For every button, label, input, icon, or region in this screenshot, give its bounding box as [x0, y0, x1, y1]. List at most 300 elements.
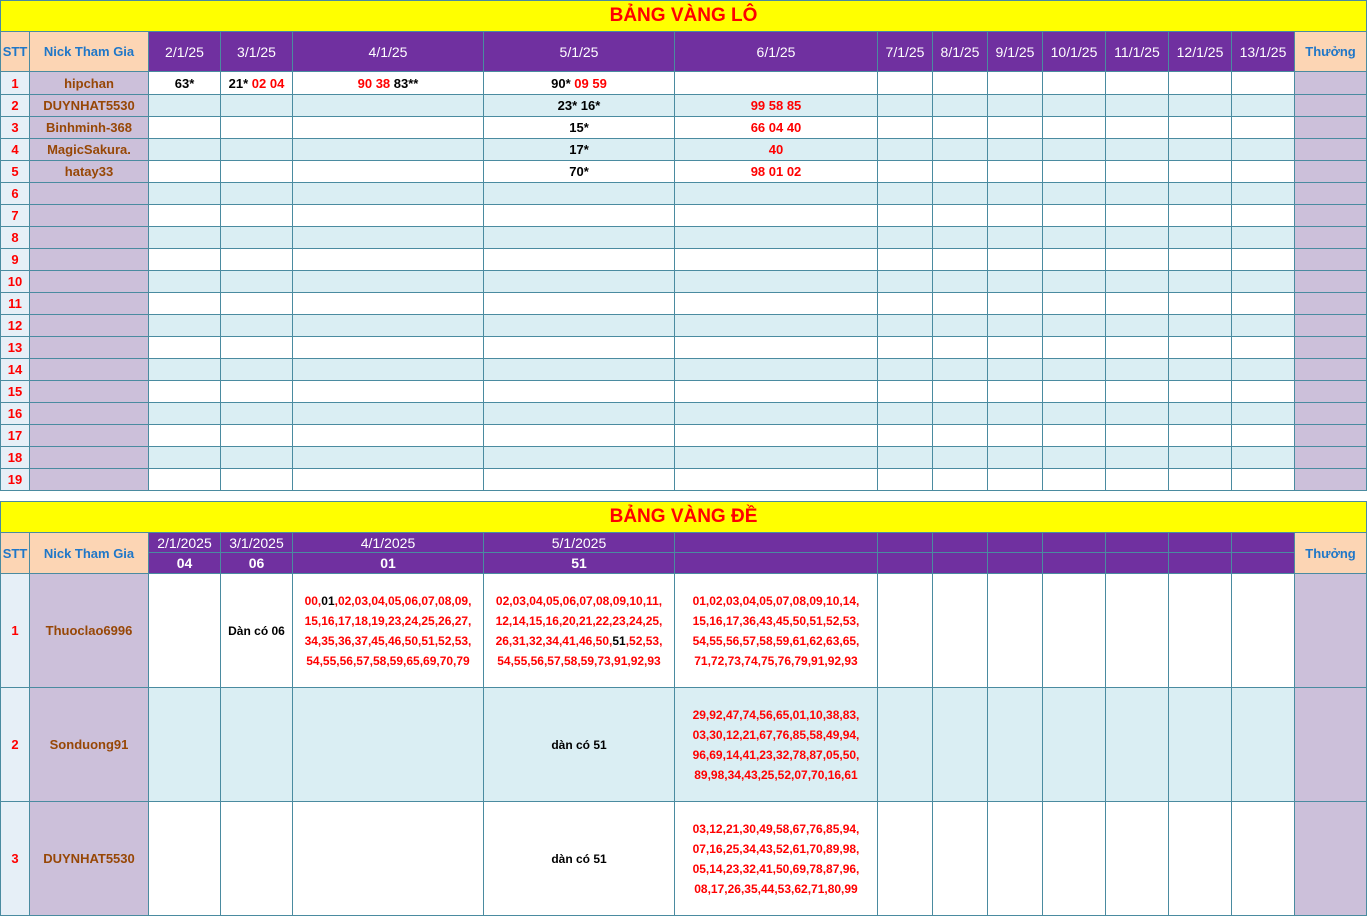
score-cell[interactable] [484, 117, 675, 139]
score-cell[interactable] [484, 359, 675, 381]
number-line [675, 745, 877, 765]
score-cell[interactable] [1043, 72, 1106, 95]
score-cell[interactable] [293, 205, 484, 227]
score-cell[interactable] [221, 161, 293, 183]
score-cell[interactable] [1106, 425, 1169, 447]
score-cell[interactable] [675, 447, 878, 469]
score-cell[interactable] [1232, 381, 1295, 403]
de-cell[interactable] [933, 688, 988, 802]
cell-text: 26,31,32,34,41,46,50, [495, 633, 613, 648]
number-line [484, 611, 674, 631]
score-cell[interactable] [1043, 227, 1106, 249]
score-cell[interactable] [293, 271, 484, 293]
score-cell[interactable] [221, 425, 293, 447]
score-cell[interactable] [878, 315, 933, 337]
score-cell[interactable] [293, 447, 484, 469]
de-cell[interactable] [878, 574, 933, 688]
table-row [1, 72, 1367, 95]
score-cell[interactable] [988, 469, 1043, 491]
de-cell[interactable] [149, 574, 221, 688]
lo-title: BẢNG VÀNG LÔ [1, 1, 1367, 32]
score-cell[interactable] [1232, 447, 1295, 469]
score-cell[interactable] [484, 381, 675, 403]
score-cell[interactable] [1232, 227, 1295, 249]
score-cell[interactable] [1043, 117, 1106, 139]
score-cell[interactable] [1232, 337, 1295, 359]
row-number: 18 [1, 447, 30, 469]
score-cell[interactable] [149, 381, 221, 403]
score-cell[interactable] [1169, 117, 1232, 139]
score-cell[interactable] [221, 271, 293, 293]
score-cell[interactable] [221, 293, 293, 315]
score-cell[interactable] [878, 469, 933, 491]
score-cell[interactable] [878, 72, 933, 95]
score-cell[interactable] [293, 72, 484, 95]
score-cell[interactable] [221, 139, 293, 161]
table-row [1, 802, 1367, 916]
score-cell[interactable] [675, 425, 878, 447]
score-cell[interactable] [484, 72, 675, 95]
table-row [1, 249, 1367, 271]
score-cell[interactable] [933, 227, 988, 249]
score-cell[interactable] [1169, 381, 1232, 403]
score-cell[interactable] [1106, 161, 1169, 183]
score-cell[interactable] [1043, 359, 1106, 381]
score-cell[interactable] [149, 249, 221, 271]
score-cell[interactable] [221, 95, 293, 117]
score-cell[interactable] [221, 447, 293, 469]
de-cell[interactable] [1232, 574, 1295, 688]
score-cell[interactable] [1169, 271, 1232, 293]
score-cell[interactable] [988, 337, 1043, 359]
de-cell[interactable] [1169, 688, 1232, 802]
score-cell[interactable] [1106, 271, 1169, 293]
score-cell[interactable] [293, 469, 484, 491]
table-row [1, 337, 1367, 359]
de-cell[interactable] [988, 688, 1043, 802]
score-cell[interactable] [221, 381, 293, 403]
cell-text: 29,92,47,74,56,65,01,10,38,83, [692, 707, 860, 722]
score-cell[interactable] [149, 271, 221, 293]
de-cell[interactable] [1043, 802, 1106, 916]
score-cell[interactable] [878, 249, 933, 271]
score-cell[interactable] [221, 205, 293, 227]
score-cell[interactable] [221, 183, 293, 205]
score-cell[interactable] [484, 249, 675, 271]
score-cell[interactable] [933, 249, 988, 271]
score-cell[interactable] [1106, 381, 1169, 403]
score-cell[interactable] [675, 95, 878, 117]
de-cell[interactable] [988, 802, 1043, 916]
score-cell[interactable] [988, 183, 1043, 205]
thuong-header: Thưởng [1295, 533, 1367, 574]
score-cell[interactable] [988, 359, 1043, 381]
score-cell[interactable] [1169, 227, 1232, 249]
score-cell[interactable] [1169, 403, 1232, 425]
score-cell[interactable] [221, 72, 293, 95]
score-cell[interactable] [1043, 293, 1106, 315]
score-cell[interactable] [1106, 183, 1169, 205]
score-cell[interactable] [1106, 293, 1169, 315]
score-cell[interactable] [149, 117, 221, 139]
score-cell[interactable] [484, 425, 675, 447]
score-cell[interactable] [933, 381, 988, 403]
score-cell[interactable] [149, 293, 221, 315]
de-cell[interactable] [1169, 574, 1232, 688]
score-cell[interactable] [1232, 359, 1295, 381]
de-cell[interactable] [933, 802, 988, 916]
score-cell[interactable] [1232, 72, 1295, 95]
score-cell[interactable] [1043, 271, 1106, 293]
score-cell[interactable] [933, 161, 988, 183]
score-cell[interactable] [675, 139, 878, 161]
score-cell[interactable] [1232, 469, 1295, 491]
score-cell[interactable] [1043, 447, 1106, 469]
score-cell[interactable] [878, 293, 933, 315]
score-cell[interactable] [149, 315, 221, 337]
de-cell[interactable] [1106, 802, 1169, 916]
score-cell[interactable] [1169, 95, 1232, 117]
score-cell[interactable] [1232, 95, 1295, 117]
de-cell[interactable] [878, 688, 933, 802]
score-cell[interactable] [484, 337, 675, 359]
thuong-cell [1295, 381, 1367, 403]
cell-text: dàn có 51 [551, 737, 607, 752]
score-cell[interactable] [221, 469, 293, 491]
score-cell[interactable] [1169, 359, 1232, 381]
de-cell[interactable] [221, 574, 293, 688]
score-cell[interactable] [1169, 447, 1232, 469]
score-cell[interactable] [484, 161, 675, 183]
score-cell[interactable] [221, 403, 293, 425]
de-cell[interactable] [149, 802, 221, 916]
score-cell[interactable] [1232, 425, 1295, 447]
nick-cell: hatay33 [30, 161, 149, 183]
score-cell[interactable] [221, 359, 293, 381]
de-cell[interactable] [484, 688, 675, 802]
de-cell[interactable] [675, 688, 878, 802]
score-cell[interactable] [1106, 72, 1169, 95]
score-cell[interactable] [484, 447, 675, 469]
cell-text: 15* [569, 120, 589, 135]
score-cell[interactable] [149, 425, 221, 447]
score-cell[interactable] [675, 271, 878, 293]
score-cell[interactable] [675, 117, 878, 139]
score-cell[interactable] [484, 271, 675, 293]
de-cell[interactable] [675, 574, 878, 688]
de-cell[interactable] [1169, 802, 1232, 916]
score-cell[interactable] [1043, 161, 1106, 183]
score-cell[interactable] [878, 447, 933, 469]
score-cell[interactable] [675, 403, 878, 425]
score-cell[interactable] [484, 205, 675, 227]
score-cell[interactable] [878, 359, 933, 381]
score-cell[interactable] [1106, 469, 1169, 491]
row-number: 2 [1, 95, 30, 117]
score-cell[interactable] [933, 293, 988, 315]
score-cell[interactable] [484, 227, 675, 249]
de-cell[interactable] [933, 574, 988, 688]
score-cell[interactable] [1232, 139, 1295, 161]
thuong-cell [1295, 315, 1367, 337]
score-cell[interactable] [1232, 293, 1295, 315]
thuong-cell [1295, 425, 1367, 447]
score-cell[interactable] [878, 95, 933, 117]
score-cell[interactable] [675, 183, 878, 205]
score-cell[interactable] [878, 271, 933, 293]
score-cell[interactable] [878, 227, 933, 249]
score-cell[interactable] [1106, 117, 1169, 139]
score-cell[interactable] [1169, 425, 1232, 447]
de-cell[interactable] [878, 802, 933, 916]
score-cell[interactable] [149, 72, 221, 95]
score-cell[interactable] [1106, 447, 1169, 469]
score-cell[interactable] [1106, 315, 1169, 337]
score-cell[interactable] [293, 315, 484, 337]
score-cell[interactable] [933, 447, 988, 469]
score-cell[interactable] [1106, 95, 1169, 117]
de-cell[interactable] [293, 574, 484, 688]
score-cell[interactable] [675, 161, 878, 183]
score-cell[interactable] [988, 249, 1043, 271]
score-cell[interactable] [878, 161, 933, 183]
de-cell[interactable] [988, 574, 1043, 688]
de-cell[interactable] [149, 688, 221, 802]
score-cell[interactable] [878, 117, 933, 139]
score-cell[interactable] [293, 425, 484, 447]
score-cell[interactable] [1043, 469, 1106, 491]
score-cell[interactable] [1043, 205, 1106, 227]
score-cell[interactable] [221, 249, 293, 271]
score-cell[interactable] [933, 425, 988, 447]
score-cell[interactable] [1043, 337, 1106, 359]
score-cell[interactable] [1106, 139, 1169, 161]
nick-cell: Binhminh-368 [30, 117, 149, 139]
score-cell[interactable] [988, 447, 1043, 469]
date-header [1169, 533, 1232, 553]
score-cell[interactable] [988, 139, 1043, 161]
score-cell[interactable] [1169, 72, 1232, 95]
date-header: 5/1/2025 [484, 533, 675, 553]
score-cell[interactable] [878, 425, 933, 447]
score-cell[interactable] [1232, 117, 1295, 139]
score-cell[interactable] [1232, 403, 1295, 425]
score-cell[interactable] [149, 205, 221, 227]
score-cell[interactable] [1043, 315, 1106, 337]
score-cell[interactable] [988, 381, 1043, 403]
score-cell[interactable] [675, 293, 878, 315]
score-cell[interactable] [933, 337, 988, 359]
score-cell[interactable] [1169, 249, 1232, 271]
de-cell[interactable] [1043, 688, 1106, 802]
score-cell[interactable] [149, 95, 221, 117]
score-cell[interactable] [675, 315, 878, 337]
score-cell[interactable] [1169, 183, 1232, 205]
score-cell[interactable] [933, 72, 988, 95]
de-cell[interactable] [1106, 574, 1169, 688]
score-cell[interactable] [675, 381, 878, 403]
score-cell[interactable] [1169, 139, 1232, 161]
score-cell[interactable] [933, 183, 988, 205]
score-cell[interactable] [988, 95, 1043, 117]
score-cell[interactable] [675, 205, 878, 227]
score-cell[interactable] [878, 205, 933, 227]
score-cell[interactable] [293, 359, 484, 381]
de-cell[interactable] [1232, 802, 1295, 916]
score-cell[interactable] [1169, 293, 1232, 315]
score-cell[interactable] [484, 403, 675, 425]
row-number: 11 [1, 293, 30, 315]
score-cell[interactable] [149, 469, 221, 491]
score-cell[interactable] [988, 72, 1043, 95]
score-cell[interactable] [293, 403, 484, 425]
score-cell[interactable] [293, 227, 484, 249]
score-cell[interactable] [293, 161, 484, 183]
score-cell[interactable] [988, 117, 1043, 139]
score-cell[interactable] [149, 183, 221, 205]
score-cell[interactable] [293, 381, 484, 403]
score-cell[interactable] [1232, 205, 1295, 227]
score-cell[interactable] [1106, 227, 1169, 249]
score-cell[interactable] [149, 403, 221, 425]
score-cell[interactable] [1106, 205, 1169, 227]
score-cell[interactable] [1232, 315, 1295, 337]
score-cell[interactable] [221, 227, 293, 249]
score-cell[interactable] [484, 293, 675, 315]
score-cell[interactable] [1043, 249, 1106, 271]
score-cell[interactable] [1043, 95, 1106, 117]
score-cell[interactable] [878, 403, 933, 425]
score-cell[interactable] [221, 337, 293, 359]
score-cell[interactable] [675, 249, 878, 271]
de-cell[interactable] [1043, 574, 1106, 688]
score-cell[interactable] [1106, 337, 1169, 359]
score-cell[interactable] [988, 161, 1043, 183]
score-cell[interactable] [149, 139, 221, 161]
score-cell[interactable] [933, 403, 988, 425]
score-cell[interactable] [933, 117, 988, 139]
score-cell[interactable] [484, 95, 675, 117]
score-cell[interactable] [933, 359, 988, 381]
score-cell[interactable] [1232, 161, 1295, 183]
nick-cell [30, 227, 149, 249]
score-cell[interactable] [293, 139, 484, 161]
score-cell[interactable] [933, 315, 988, 337]
nick-cell: DUYNHAT5530 [30, 95, 149, 117]
score-cell[interactable] [988, 271, 1043, 293]
number-line [675, 705, 877, 725]
thuong-cell [1295, 117, 1367, 139]
score-cell[interactable] [675, 469, 878, 491]
score-cell[interactable] [1169, 205, 1232, 227]
score-cell[interactable] [933, 205, 988, 227]
de-cell[interactable] [1232, 688, 1295, 802]
score-cell[interactable] [878, 337, 933, 359]
table-row [1, 205, 1367, 227]
cell-text: 54,55,56,57,58,59,61,62,63,65, [692, 633, 860, 648]
score-cell[interactable] [484, 139, 675, 161]
date-header: 9/1/25 [988, 32, 1043, 72]
score-cell[interactable] [221, 315, 293, 337]
de-cell[interactable] [293, 802, 484, 916]
score-cell[interactable] [1106, 249, 1169, 271]
score-cell[interactable] [878, 139, 933, 161]
date-header [1043, 533, 1106, 553]
de-cell[interactable] [1106, 688, 1169, 802]
score-cell[interactable] [1043, 425, 1106, 447]
score-cell[interactable] [675, 227, 878, 249]
de-cell[interactable] [675, 802, 878, 916]
score-cell[interactable] [1169, 161, 1232, 183]
result-header [675, 553, 878, 574]
de-cell[interactable] [221, 688, 293, 802]
score-cell[interactable] [988, 293, 1043, 315]
score-cell[interactable] [1043, 139, 1106, 161]
score-cell[interactable] [293, 183, 484, 205]
score-cell[interactable] [675, 72, 878, 95]
score-cell[interactable] [484, 469, 675, 491]
score-cell[interactable] [149, 227, 221, 249]
score-cell[interactable] [1169, 337, 1232, 359]
score-cell[interactable] [988, 315, 1043, 337]
nick-cell: hipchan [30, 72, 149, 95]
score-cell[interactable] [1169, 469, 1232, 491]
score-cell[interactable] [149, 161, 221, 183]
score-cell[interactable] [675, 337, 878, 359]
de-cell[interactable] [293, 688, 484, 802]
score-cell[interactable] [988, 425, 1043, 447]
score-cell[interactable] [1043, 403, 1106, 425]
score-cell[interactable] [293, 95, 484, 117]
score-cell[interactable] [933, 139, 988, 161]
score-cell[interactable] [675, 359, 878, 381]
score-cell[interactable] [933, 271, 988, 293]
score-cell[interactable] [1043, 381, 1106, 403]
stt-header: STT [1, 533, 30, 574]
row-number: 3 [1, 802, 30, 916]
score-cell[interactable] [933, 469, 988, 491]
score-cell[interactable] [149, 359, 221, 381]
score-cell[interactable] [1232, 271, 1295, 293]
score-cell[interactable] [149, 337, 221, 359]
score-cell[interactable] [988, 227, 1043, 249]
score-cell[interactable] [293, 117, 484, 139]
score-cell[interactable] [221, 117, 293, 139]
score-cell[interactable] [484, 183, 675, 205]
de-cell[interactable] [484, 802, 675, 916]
score-cell[interactable] [1169, 315, 1232, 337]
de-cell[interactable] [221, 802, 293, 916]
score-cell[interactable] [878, 183, 933, 205]
score-cell[interactable] [1106, 359, 1169, 381]
score-cell[interactable] [1043, 183, 1106, 205]
score-cell[interactable] [988, 403, 1043, 425]
score-cell[interactable] [1232, 183, 1295, 205]
de-cell[interactable] [484, 574, 675, 688]
score-cell[interactable] [1106, 403, 1169, 425]
score-cell[interactable] [293, 249, 484, 271]
cell-text: Dàn có 06 [228, 623, 285, 638]
score-cell[interactable] [149, 447, 221, 469]
score-cell[interactable] [988, 205, 1043, 227]
score-cell[interactable] [878, 381, 933, 403]
row-number: 4 [1, 139, 30, 161]
score-cell[interactable] [1232, 249, 1295, 271]
score-cell[interactable] [293, 337, 484, 359]
score-cell[interactable] [293, 293, 484, 315]
score-cell[interactable] [933, 95, 988, 117]
score-cell[interactable] [484, 315, 675, 337]
